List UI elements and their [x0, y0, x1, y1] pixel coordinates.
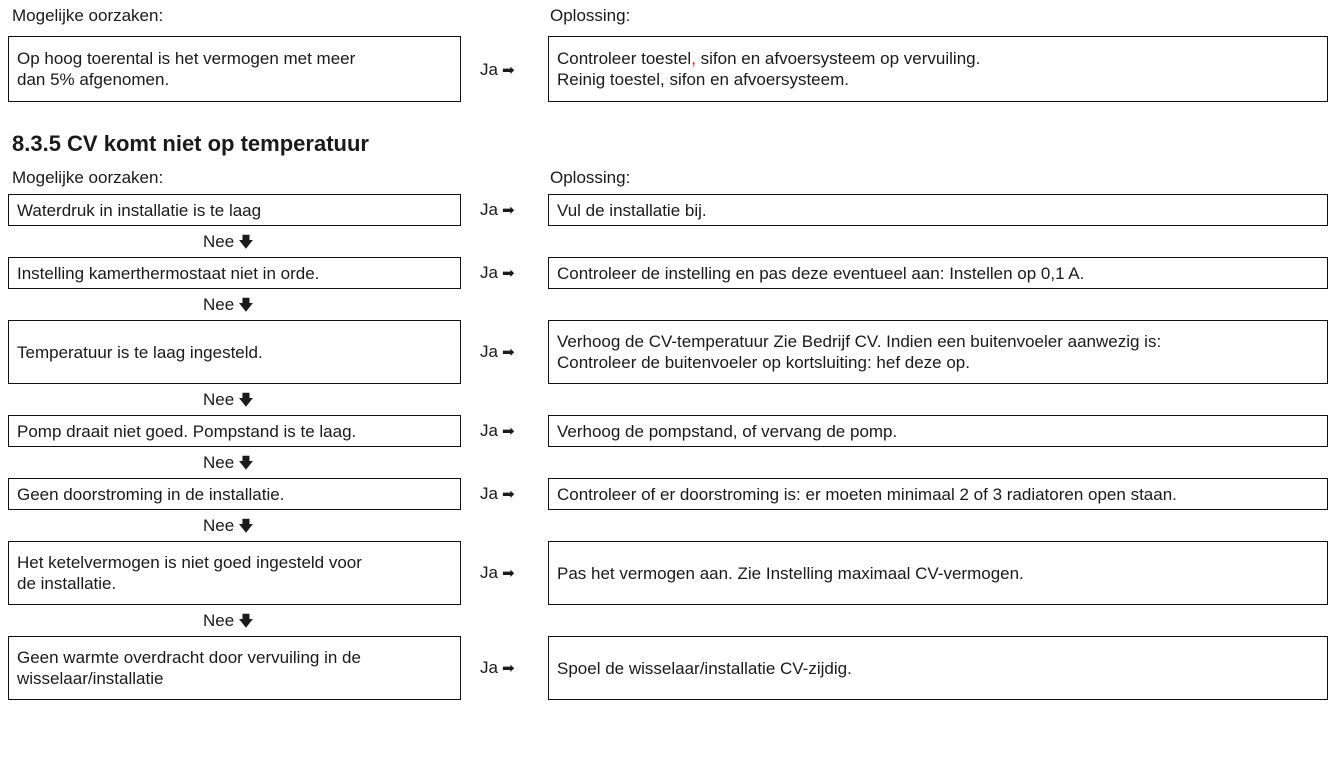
arrow-right-icon: ➡ — [501, 565, 515, 582]
solution-box — [548, 541, 1328, 605]
cause-line: Op hoog toerental is het vermogen met meer — [17, 49, 356, 68]
cause-box — [8, 320, 461, 384]
cause-line: Waterdruk in installatie is te laag — [17, 200, 262, 220]
arrow-right-icon: ➡ — [501, 486, 515, 503]
ja-label: Ja — [480, 658, 498, 677]
arrow-right-icon: ➡ — [501, 202, 515, 219]
ja-label: Ja — [480, 342, 498, 361]
solution-box — [548, 636, 1328, 700]
arrow-right-icon: ➡ — [501, 344, 515, 361]
cause-line: Temperatuur is te laag ingesteld. — [17, 342, 263, 362]
solution-label-top: Oplossing: — [550, 6, 631, 25]
arrow-down-icon: 🡇 — [238, 392, 254, 409]
ja-label: Ja — [480, 60, 498, 79]
ja-label: Ja — [480, 484, 498, 503]
nee-connector — [203, 295, 254, 316]
solution-line: Reinig toestel, sifon en afvoersysteem. — [557, 70, 849, 89]
ja-connector — [480, 658, 515, 679]
solution-label: Oplossing: — [550, 168, 631, 187]
solution-line: Vul de installatie bij. — [557, 200, 707, 220]
nee-label: Nee — [203, 611, 235, 630]
ja-label: Ja — [480, 263, 498, 282]
nee-connector — [203, 453, 254, 474]
ja-connector — [480, 484, 515, 505]
nee-label: Nee — [203, 516, 235, 535]
nee-label: Nee — [203, 390, 235, 409]
cause-line: dan 5% afgenomen. — [17, 70, 170, 89]
solution-box — [548, 194, 1328, 226]
nee-connector — [203, 390, 254, 411]
cause-box — [8, 194, 461, 226]
nee-label: Nee — [203, 453, 235, 472]
solution-text: Controleer toestel — [557, 49, 692, 68]
arrow-down-icon: 🡇 — [238, 613, 254, 630]
cause-box — [8, 257, 461, 289]
arrow-down-icon: 🡇 — [238, 518, 254, 535]
ja-connector — [480, 421, 515, 442]
cause-line: de installatie. — [17, 574, 117, 593]
nee-connector — [203, 516, 254, 537]
cause-line: Geen warmte overdracht door vervuiling in de — [17, 648, 361, 667]
solution-box — [548, 478, 1328, 510]
cause-line: Instelling kamerthermostaat niet in orde. — [17, 263, 320, 283]
ja-connector — [480, 200, 515, 221]
solution-box-top — [548, 36, 1328, 102]
arrow-right-icon: ➡ — [501, 265, 515, 282]
cause-line: Het ketelvermogen is niet goed ingesteld voor — [17, 553, 362, 572]
ja-connector — [480, 563, 515, 584]
cause-line: Pomp draait niet goed. Pompstand is te laag. — [17, 421, 357, 441]
solution-line: Verhoog de pompstand, of vervang de pomp. — [557, 421, 898, 441]
ja-connector — [480, 342, 515, 363]
ja-connector-top — [480, 60, 515, 81]
cause-box — [8, 478, 461, 510]
arrow-right-icon: ➡ — [501, 660, 515, 677]
solution-line: Controleer de buitenvoeler op kortsluiting: hef deze op. — [557, 353, 970, 372]
nee-label: Nee — [203, 295, 235, 314]
ja-connector — [480, 263, 515, 284]
solution-text: sifon en afvoersysteem op vervuiling. — [695, 49, 981, 68]
causes-label: Mogelijke oorzaken: — [12, 168, 164, 187]
solution-line: Controleer de instelling en pas deze eventueel aan: Instellen op 0,1 A. — [557, 263, 1085, 283]
arrow-down-icon: 🡇 — [238, 234, 254, 251]
ja-label: Ja — [480, 563, 498, 582]
cause-box-top — [8, 36, 461, 102]
ja-label: Ja — [480, 421, 498, 440]
cause-box — [8, 636, 461, 700]
nee-label: Nee — [203, 232, 235, 251]
nee-connector — [203, 232, 254, 253]
arrow-down-icon: 🡇 — [238, 455, 254, 472]
ja-label: Ja — [480, 200, 498, 219]
solution-line: Verhoog de CV-temperatuur Zie Bedrijf CV. Indien een buitenvoeler aanwezig is: — [557, 332, 1162, 351]
cause-line: Geen doorstroming in de installatie. — [17, 484, 285, 504]
nee-connector — [203, 611, 254, 632]
section-title: 8.3.5 CV komt niet op temperatuur — [12, 131, 369, 156]
solution-line: Spoel de wisselaar/installatie CV-zijdig. — [557, 658, 852, 678]
cause-line: wisselaar/installatie — [17, 669, 164, 688]
cause-box — [8, 415, 461, 447]
solution-line — [557, 48, 1319, 69]
solution-box — [548, 320, 1328, 384]
solution-line: Pas het vermogen aan. Zie Instelling maximaal CV-vermogen. — [557, 563, 1024, 583]
solution-box — [548, 257, 1328, 289]
arrow-right-icon: ➡ — [501, 62, 515, 79]
arrow-down-icon: 🡇 — [238, 297, 254, 314]
solution-comma: , — [691, 49, 696, 68]
solution-line: Controleer of er doorstroming is: er moeten minimaal 2 of 3 radiatoren open staan. — [557, 484, 1177, 504]
solution-box — [548, 415, 1328, 447]
causes-label-top: Mogelijke oorzaken: — [12, 6, 164, 25]
cause-box — [8, 541, 461, 605]
arrow-right-icon: ➡ — [501, 423, 515, 440]
